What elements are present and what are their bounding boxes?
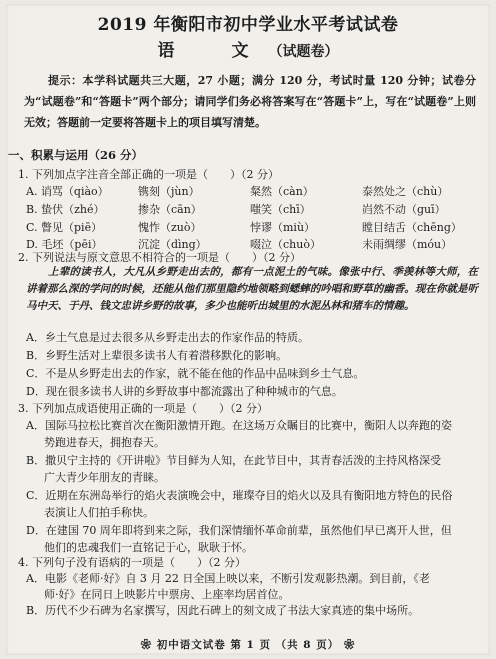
question-3-option-b-cont: 广大青少年朋友的青睐。 <box>44 471 165 484</box>
subject-note: （试题卷） <box>268 44 339 60</box>
question-1-option-row <box>26 219 474 235</box>
question-2-option-a: A．乡土气息是过去很多从乡野走出去的作家作品的特质。 <box>26 331 309 344</box>
word: 未雨绸缪（móu） <box>362 238 453 251</box>
question-1-option-row <box>26 183 474 199</box>
word: 掺杂（cān） <box>138 203 202 216</box>
question-4-option-a-cont: 师·好》在同日上映影片中票房、上座率均居首位。 <box>44 588 290 601</box>
option-a: A. 诮骂（qiào） <box>26 185 109 198</box>
question-2-option-d: D．现在很多读书人讲的乡野故事中都流露出了种种城市的气息。 <box>26 385 343 398</box>
question-3-option-d-cont: 他们的忠魂我们一直铭记于心，耿耿于怀。 <box>44 541 253 554</box>
question-2-option-c: C．不是从乡野走出去的作家，就不能在他的作品中品味到乡土气息。 <box>26 367 365 380</box>
word: 粲然（càn） <box>250 185 314 198</box>
question-3-option-c-cont: 表演让人们拍手称快。 <box>44 506 154 519</box>
question-1-stem: 1. 下列加点字注音全部正确的一项是（ ）（2 分） <box>18 168 279 181</box>
question-2-option-b: B．乡野生活对上辈很多读书人有着潜移默化的影响。 <box>26 349 288 362</box>
question-4-option-a: A．电影《老师·好》自 3 月 22 日全国上映以来，不断引发观影热潮。到目前，《老 <box>26 572 430 585</box>
word: 岿然不动（guī） <box>362 203 446 216</box>
page-footer: ❀ 初中语文试卷 第 1 页 （共 8 页） ❀ <box>140 639 356 651</box>
question-3-stem: 3. 下列加点成语使用正确的一项是（ ）（2 分） <box>18 402 268 415</box>
question-3-option-c: C．近期在东洲岛举行的焰火表演晚会中，璀璨夺目的焰火以及具有衡阳地方特色的民俗 <box>26 489 453 502</box>
subject-name: 语 文 <box>157 41 269 61</box>
word: 泰然处之（chù） <box>362 185 449 198</box>
question-3-option-a: A．国际马拉松比赛首次在衡阳激情开跑。在这场万众瞩目的比赛中，衡阳人以奔跑的姿 <box>26 419 452 432</box>
option-d: D. 毛坯（pēi） <box>26 238 103 251</box>
word: 悖谬（miù） <box>250 221 316 234</box>
word: 啜泣（chuò） <box>250 238 321 251</box>
subject-heading <box>0 36 496 61</box>
question-1-option-row <box>26 201 474 217</box>
word: 沉淀（dìng） <box>138 238 207 251</box>
question-2-passage: 上辈的读书人，大凡从乡野走出去的，都有一点泥土的气味。像张中行、季羡林等大师，在讲着那么深的学问的时候，还能从他们那里隐约地领略到蟋蟀的吟唱和野草的幽香。现在你就是听马中天、于丹、钱文忠讲乡野的故事，多少也能听出城里的水泥丛林和猪车的情趣。 <box>26 266 478 312</box>
question-4-stem: 4. 下列句子没有语病的一项是（ ）（2 分） <box>18 556 246 569</box>
section-heading: 一、积累与运用（26 分） <box>8 148 144 162</box>
question-4-option-b: B．历代不少石碑为名家撰写，因此石碑上的刻文成了书法大家真迹的集中场所。 <box>26 604 420 617</box>
word: 嗤笑（chī） <box>250 203 311 216</box>
question-2-stem: 2. 下列说法与原文意思不相符合的一项是（ ）（2 分） <box>18 251 301 264</box>
exam-title: 2019 年衡阳市初中学业水平考试试卷 <box>97 15 399 35</box>
word: 愧怍（zuò） <box>138 221 202 234</box>
question-3-option-a-cont: 势跑进春天，拥抱春天。 <box>44 436 165 449</box>
exam-notice: 提示：本学科试题共三大题，27 小题；满分 120 分，考试时量 120 分钟；试卷分为“试题卷”和“答题卡”两个部分；请同学们务必将答案写在“答题卡”上，写在“试题卷”上则无效；答题前一定要将答题卡上的项目填写清楚。 <box>24 74 476 129</box>
word: 镌刻（jùn） <box>138 185 200 198</box>
option-c: C. 瞥见（piē） <box>26 221 103 234</box>
question-3-option-d: D．在建国 70 周年即将到来之际，我们深情缅怀革命前辈，虽然他们早已离开人世，但 <box>26 524 452 537</box>
option-b: B. 蛰伏（zhé） <box>26 203 105 216</box>
word: 瞠目结舌（chēng） <box>362 221 462 234</box>
question-3-option-b: B．撒贝宁主持的《开讲啦》节目鲜为人知，在此节目中，其青春活泼的主持风格深受 <box>26 454 442 467</box>
